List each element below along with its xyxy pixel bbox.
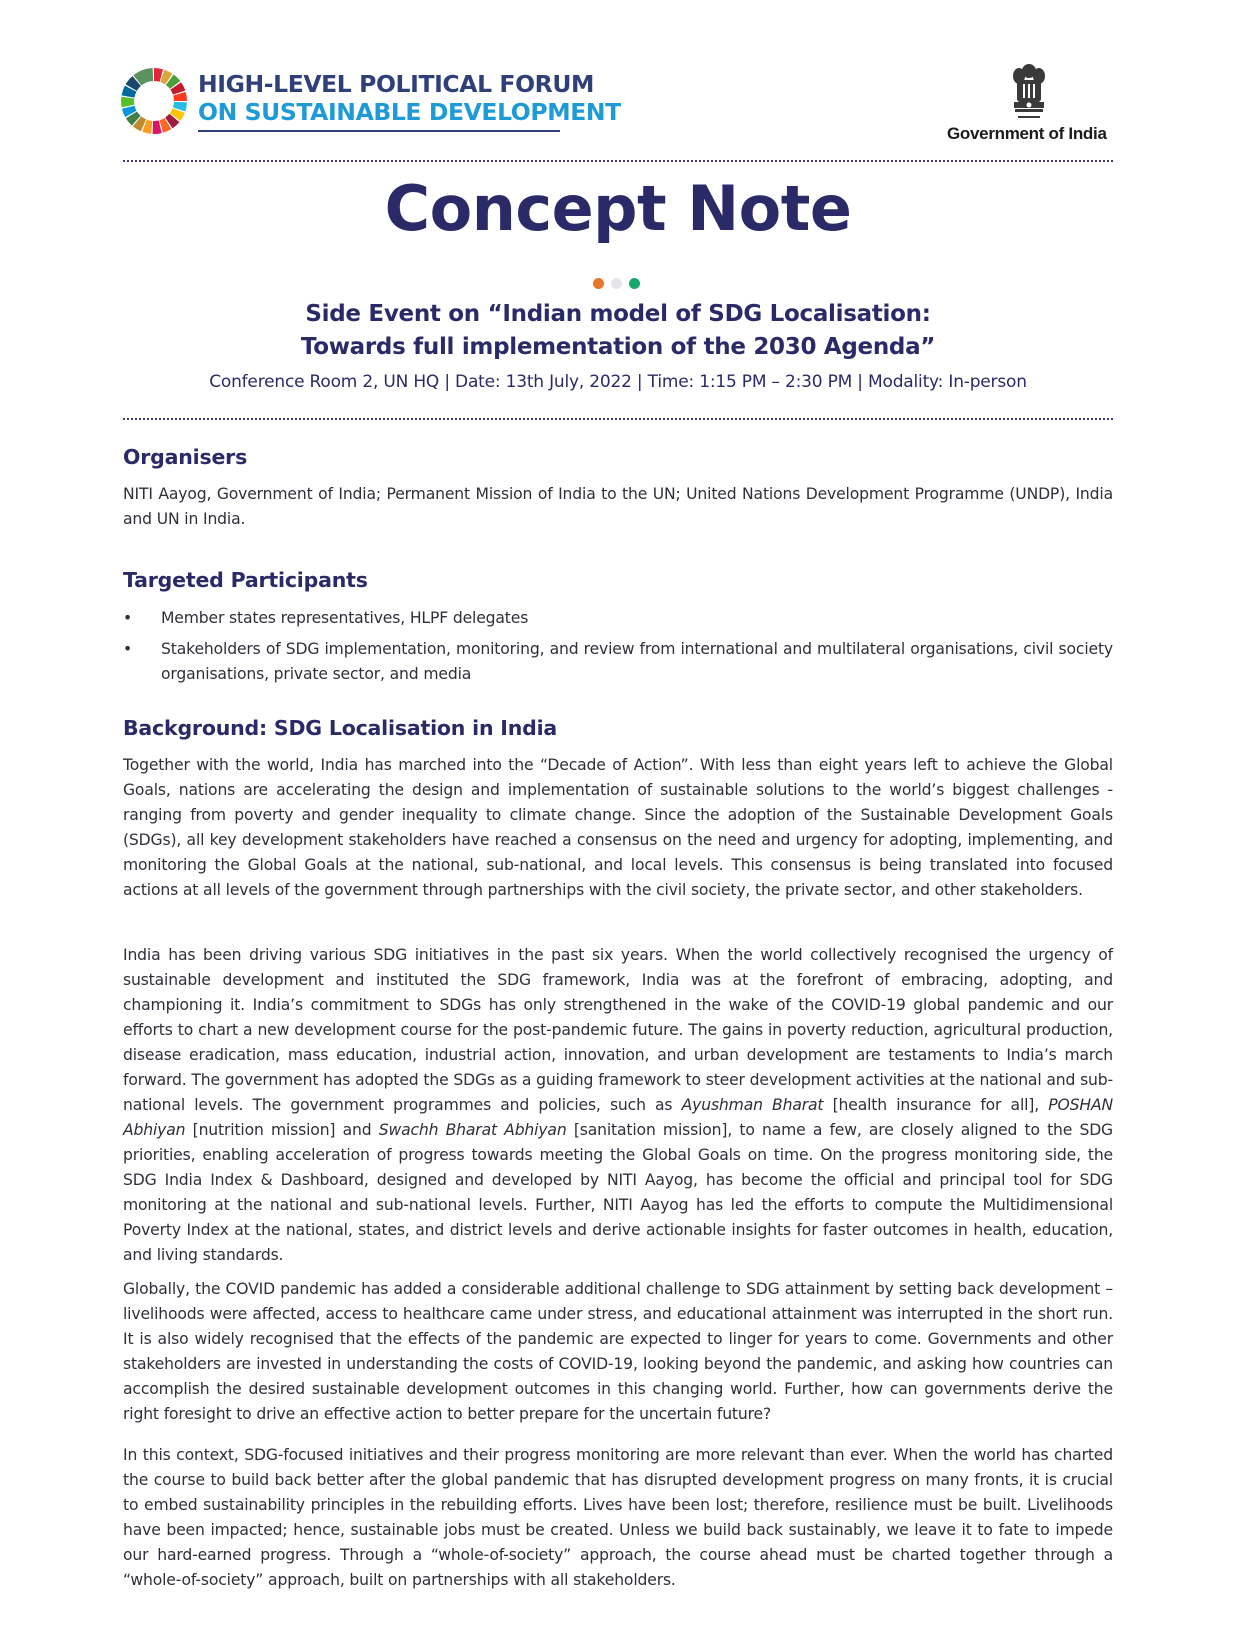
decoration-dot (593, 278, 604, 289)
forum-title (198, 70, 621, 126)
forum-title-line1: HIGH-LEVEL POLITICAL FORUM (198, 70, 595, 98)
text-run: [health insurance for all], (823, 1096, 1049, 1114)
organisers-heading: Organisers (123, 445, 248, 469)
page-title: Concept Note (384, 172, 852, 245)
text-run: [nutrition mission] and (185, 1121, 379, 1139)
header-divider (123, 160, 1113, 162)
organisers-text: NITI Aayog, Government of India; Permanent Mission of India to the UN; United Nations Development Programme (UNDP), India and UN in India. (123, 485, 1113, 528)
programme-name: Swachh Bharat Abhiyan (378, 1121, 567, 1139)
list-item-text: Stakeholders of SDG implementation, monitoring, and review from international and multilateral organisations, civil society organisations, private sector, and media (161, 640, 1113, 683)
event-subtitle-line1: Side Event on “Indian model of SDG Localisation: (305, 301, 931, 327)
bullet-icon: • (123, 609, 133, 627)
list-item-text: Member states representatives, HLPF delegates (161, 609, 529, 627)
national-emblem-icon (1009, 62, 1049, 124)
text-run: [sanitation mission], to name a few, are closely aligned to the SDG priorities, enabling acceleration of progress towards meeting the Global Goals on time. On the progress monitoring side, the SDG India Index & Dashboard, designed and developed by NITI Aayog, has become the official and principal tool for SDG monitoring at the national and sub-national levels. Further, NITI Aayog has led the efforts to compute the Multidimensional Poverty Index at the national, states, and district levels and derive actionable insights for faster outcomes in health, education, and living standards. (123, 1121, 1113, 1264)
participants-list (123, 606, 1113, 693)
bullet-icon: • (123, 640, 133, 658)
background-heading: Background: SDG Localisation in India (123, 716, 558, 740)
text-run: India has been driving various SDG initiatives in the past six years. When the world collectively recognised the urgency of sustainable development and instituted the SDG framework, India was at the forefront of embracing, adopting, and championing it. India’s commitment to SDGs has only strengthened in the wake of the COVID-19 global pandemic and our efforts to chart a new development course for the post-pandemic future. The gains in poverty reduction, agricultural production, disease eradication, mass education, industrial action, innovation, and urban development are testaments to India’s march forward. The government has adopted the SDGs as a guiding framework to steer development activities at the national and sub-national levels. The government programmes and policies, such as (123, 946, 1113, 1114)
programme-name: Ayushman Bharat (681, 1096, 824, 1114)
page-header (123, 62, 1113, 152)
document-page (123, 0, 1113, 1640)
event-details: Conference Room 2, UN HQ | Date: 13th July, 2022 | Time: 1:15 PM – 2:30 PM | Modality: In-person (209, 372, 1027, 392)
sdg-color-wheel-icon (119, 66, 189, 136)
section-divider (123, 418, 1113, 420)
programme-name: POSHAN Abhiyan (123, 1096, 1114, 1139)
forum-title-line2: ON SUSTAINABLE DEVELOPMENT (198, 98, 621, 126)
list-item (123, 637, 1113, 687)
decoration-dot (629, 278, 640, 289)
background-paragraph-4: In this context, SDG-focused initiatives and their progress monitoring are more relevant than ever. When the world has charted the course to build back better after the global pandemic that has disrupted development progress on many fronts, it is crucial to embed sustainability principles in the rebuilding efforts. Lives have been lost; therefore, resilience must be built. Livelihoods have been impacted; hence, sustainable jobs must be created. Unless we build back sustainably, we leave it to fate to impede our hard-earned progress. Through a “whole-of-society” approach, the course ahead must be charted together through a “whole-of-society” approach, built on partnerships with all stakeholders. (123, 1446, 1113, 1589)
background-paragraph-2 (123, 943, 1113, 1268)
background-paragraph-1: Together with the world, India has marched into the “Decade of Action”. With less than eight years left to achieve the Global Goals, nations are accelerating the design and implementation of sustainable solutions to the world’s biggest challenges - ranging from poverty and gender inequality to climate change. Since the adoption of the Sustainable Development Goals (SDGs), all key development stakeholders have reached a consensus on the need and urgency for adopting, implementing, and monitoring the Global Goals at the national, sub-national, and local levels. This consensus is being translated into focused actions at all levels of the government through partnerships with the civil society, the private sector, and other stakeholders. (123, 756, 1113, 899)
background-paragraph-3: Globally, the COVID pandemic has added a considerable additional challenge to SDG attainment by setting back development – livelihoods were affected, access to healthcare came under stress, and educational attainment was interrupted in the short run. It is also widely recognised that the effects of the pandemic are expected to linger for years to come. Governments and other stakeholders are invested in understanding the costs of COVID-19, looking beyond the pandemic, and asking how countries can accomplish the desired sustainable development outcomes in this changing world. Further, how can governments derive the right foresight to drive an effective action to better prepare for the uncertain future? (123, 1280, 1113, 1423)
title-decoration-dots (593, 274, 653, 286)
forum-title-underline (198, 130, 560, 132)
event-subtitle (123, 298, 1113, 364)
decoration-dot (611, 278, 622, 289)
government-of-india-label: Government of India (947, 124, 1107, 143)
participants-heading: Targeted Participants (123, 568, 368, 592)
event-subtitle-line2: Towards full implementation of the 2030 Agenda” (300, 334, 936, 360)
list-item (123, 606, 1113, 631)
